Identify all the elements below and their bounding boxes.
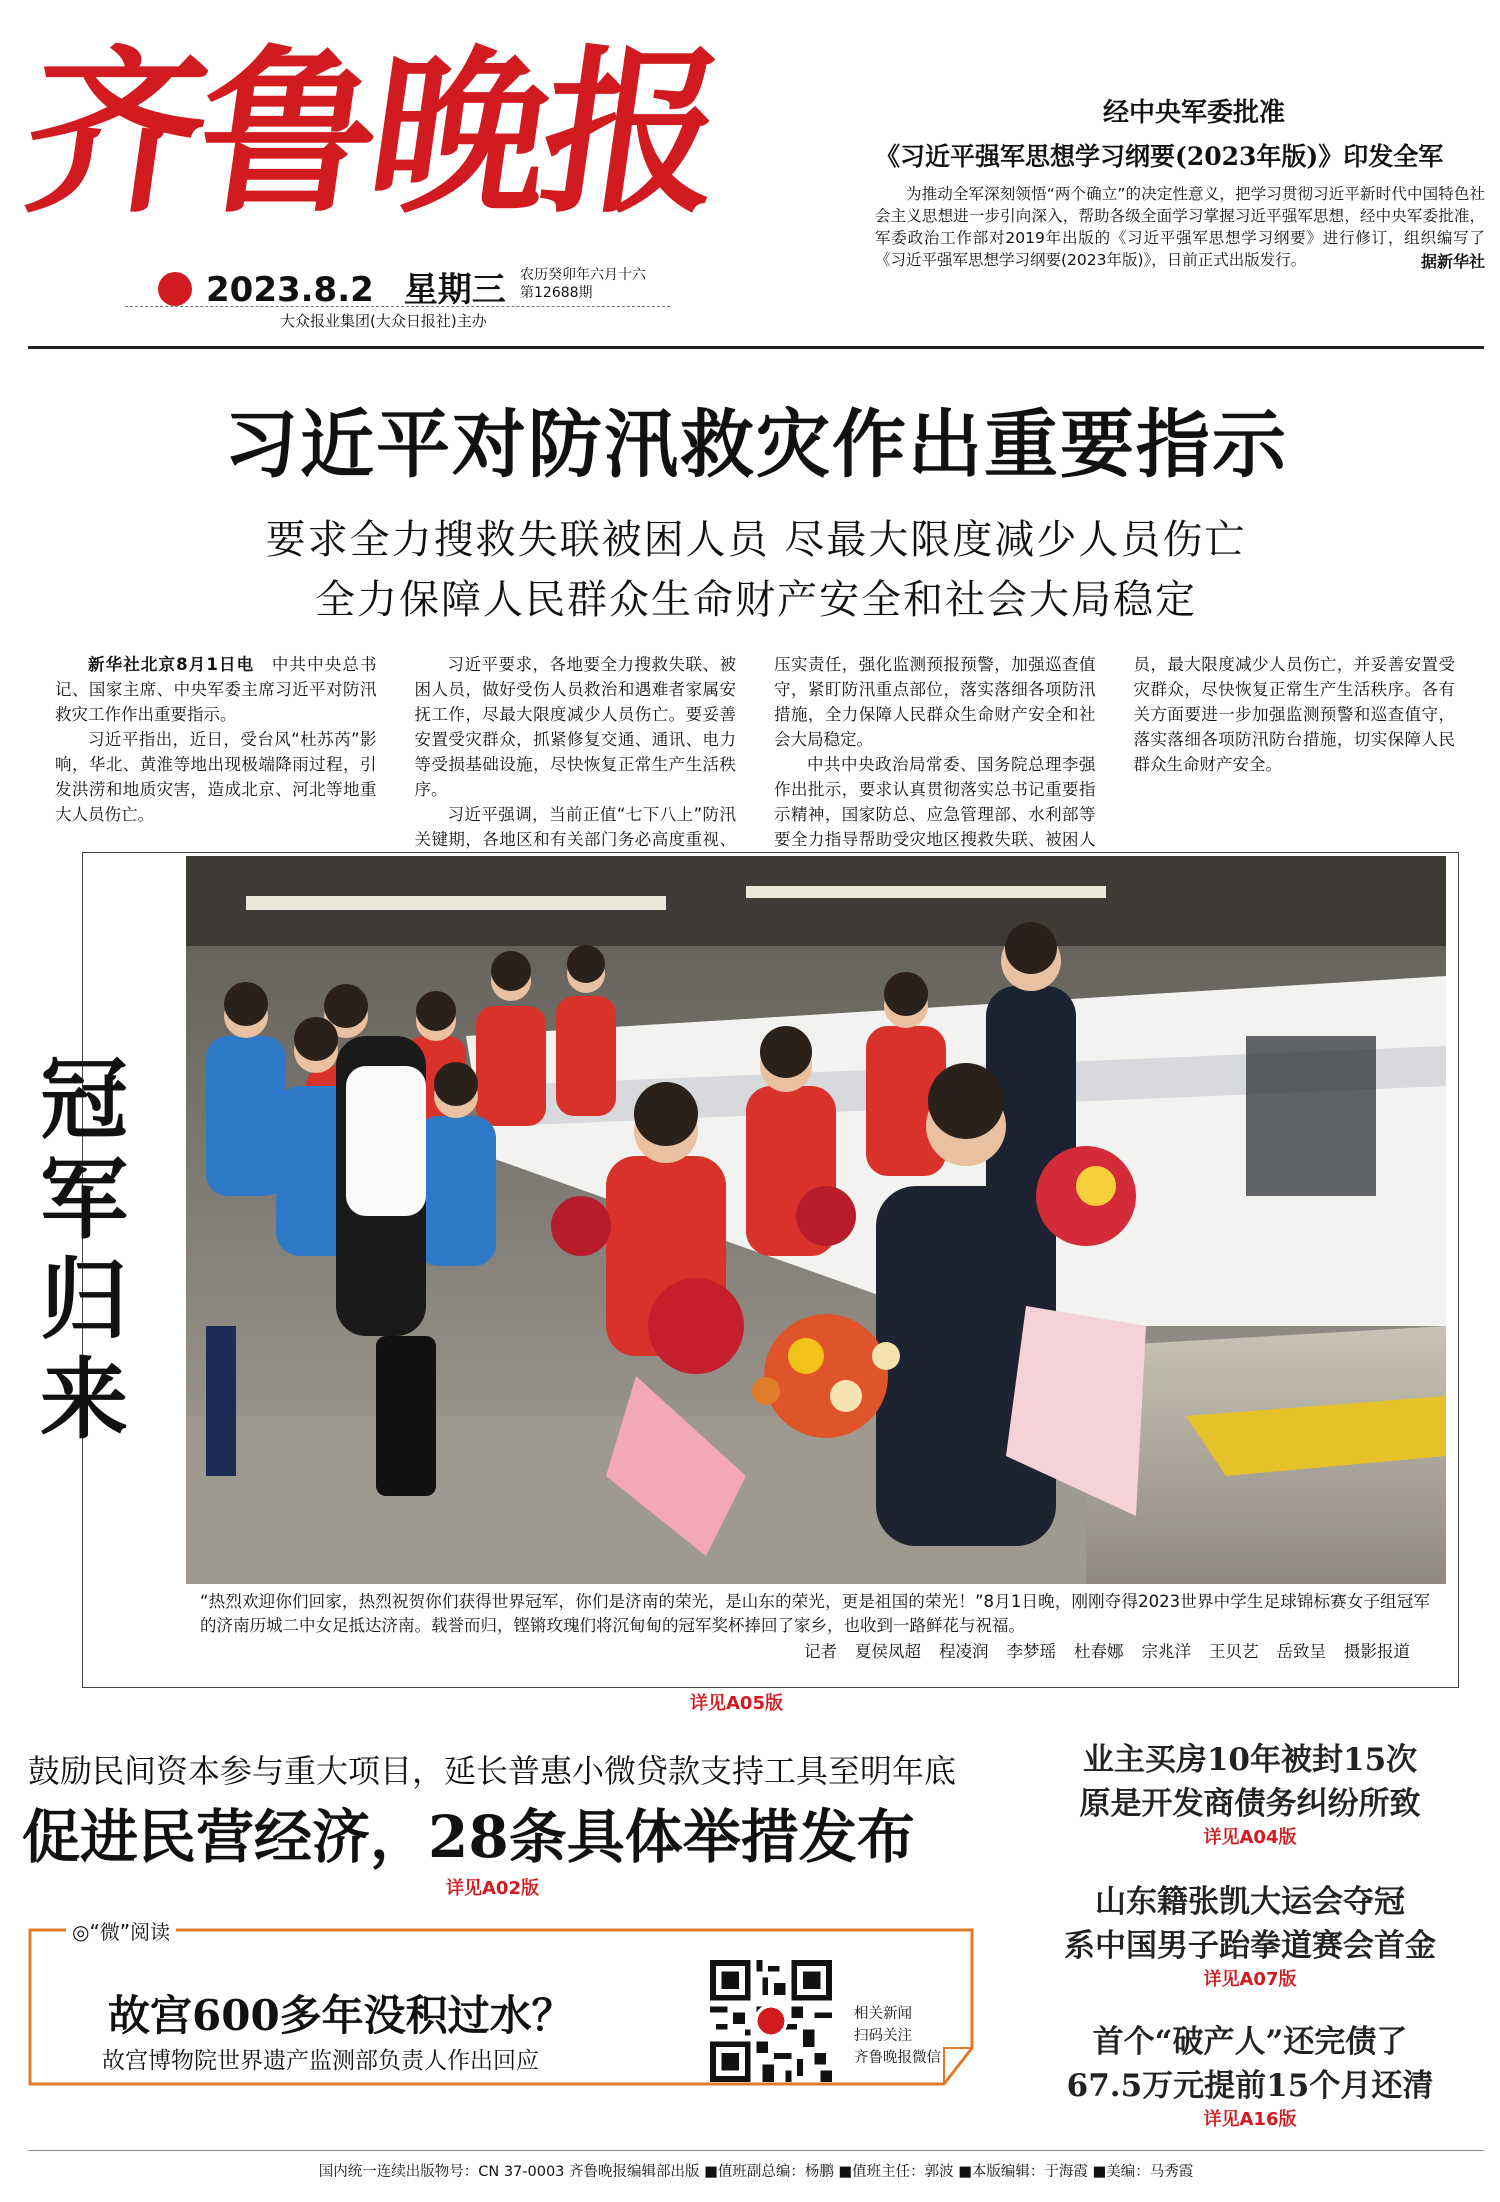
photo-caption: “热烈欢迎你们回家，热烈祝贺你们获得世界冠军，你们是济南的荣光，是山东的荣光，更是祖国的荣光！”8月1日晚，刚刚夺得2023世界中学生足球锦标赛女子组冠军的济南历城二中女足抵达济南。载誉而归，铿锵玫瑰们将沉甸甸的冠军奖杯捧回了家乡，也收到一路鲜花与祝福。 bbox=[200, 1592, 1430, 1635]
economy-deck: 鼓励民间资本参与重大项目，延长普惠小微贷款支持工具至明年底 bbox=[28, 1752, 957, 1790]
see-page-a05-link[interactable]: 详见A05版 bbox=[690, 1693, 783, 1714]
issue-weekday: 星期三 bbox=[403, 270, 506, 310]
story-line: 山东籍张凯大运会夺冠 bbox=[1095, 1884, 1405, 1920]
sun-logo-icon bbox=[158, 272, 192, 306]
article-paragraph: 习近平要求，各地要全力搜救失联、被困人员，做好受伤人员救治和遇难者家属安抚工作，尽最大限度减少人员伤亡。要妥善安置受灾群众，抓紧修复交通、通讯、电力等受损基础设施，尽快恢复正常生产生活秩序。 bbox=[414, 655, 736, 799]
story-taekwondo[interactable] bbox=[1020, 1880, 1480, 1992]
lead-subhead-1: 要求全力搜救失联被困人员 尽最大限度减少人员伤亡 bbox=[265, 517, 1247, 563]
masthead bbox=[13, 8, 848, 248]
article-paragraph: 习近平强调，当前正值“七下八上”防汛关键期，各地区和有关部门务必高度重视、压实责任，强化监测预报预警，加强巡查值守，紧盯防汛重点部位，落实落细各项防汛措施，全力保障人民群众生命财产安全和社会大局稳定。 bbox=[414, 655, 1096, 849]
announcement-headline[interactable]: 《习近平强军思想学习纲要(2023年版)》印发全军 bbox=[875, 142, 1444, 171]
issue-date: 2023.8.2 bbox=[206, 270, 374, 310]
wei-read-subtitle: 故宫博物院世界遗产监测部负责人作出回应 bbox=[102, 2048, 539, 2074]
newspaper-logo: 齐鲁晚报 bbox=[13, 28, 731, 237]
see-page-a02-link[interactable]: 详见A02版 bbox=[446, 1878, 539, 1899]
qr-instructions: 相关新闻 扫码关注 齐鲁晚报微信 bbox=[854, 2006, 941, 2066]
see-page-a04-link[interactable]: 详见A04版 bbox=[1203, 1827, 1297, 1848]
masthead-rule bbox=[28, 346, 1484, 349]
lead-article bbox=[55, 652, 1455, 852]
photo-story-title[interactable]: 冠军归来 bbox=[40, 1048, 129, 1451]
lunar-block bbox=[520, 266, 646, 302]
lead-subhead-2: 全力保障人民群众生命财产安全和社会大局稳定 bbox=[315, 577, 1197, 623]
announcement-body: 为推动全军深刻领悟“两个确立”的决定性意义，把学习贯彻习近平新时代中国特色社会主义思想进一步引向深入，帮助各级全面学习掌握习近平强军思想，经中央军委批准，军委政治工作部对2019年出版的《习近平强军思想学习纲要》进行修订，组织编写了《习近平强军思想学习纲要(2023年版)》，日前正式出版发行。 bbox=[875, 185, 1485, 269]
lead-headline[interactable]: 习近平对防汛救灾作出重要指示 bbox=[224, 402, 1288, 488]
story-line: 首个“破产人”还完债了 bbox=[1092, 2024, 1408, 2060]
masthead-date bbox=[158, 262, 506, 311]
announcement-source: 据新华社 bbox=[1420, 252, 1485, 271]
story-line: 原是开发商债务纠纷所致 bbox=[1079, 1786, 1421, 1822]
lunar-date: 农历癸卯年六月十六 bbox=[520, 267, 646, 283]
see-page-a16-link[interactable]: 详见A16版 bbox=[1203, 2109, 1297, 2130]
wei-read-box bbox=[28, 1920, 974, 2086]
footer-divider bbox=[28, 2150, 1484, 2151]
story-homebuyer[interactable] bbox=[1020, 1738, 1480, 1850]
wei-read-label: ◎“微”阅读 bbox=[66, 1916, 176, 1945]
publisher-line: 大众报业集团(大众日报社)主办 bbox=[280, 312, 487, 330]
see-page-a07-link[interactable]: 详见A07版 bbox=[1203, 1969, 1297, 1990]
photo-credits: 记者 夏侯凤超 程凌润 李梦瑶 杜春娜 宗兆洋 王贝艺 岳致呈 摄影报道 bbox=[804, 1642, 1410, 1661]
issue-number: 第12688期 bbox=[520, 285, 593, 301]
military-announcement bbox=[875, 92, 1485, 272]
dateline: 新华社北京8月1日电 bbox=[88, 655, 255, 674]
photo-illustration bbox=[186, 856, 1446, 1584]
economy-headline[interactable]: 促进民营经济，28条具体举措发布 bbox=[22, 1803, 915, 1871]
qr-code-icon[interactable] bbox=[710, 1960, 832, 2082]
story-bankruptcy[interactable] bbox=[1020, 2020, 1480, 2132]
team-arrival-photo bbox=[186, 856, 1446, 1584]
story-line: 系中国男子跆拳道赛会首金 bbox=[1064, 1928, 1436, 1964]
article-paragraph: 中共中央政治局常委、国务院总理李强作出批示，要求认真贯彻落实总书记重要指示精神，国家防总、应急管理部、水利部等要全力指导帮助受灾地区搜救失联、被困人员，最大限度减少人员伤亡，并妥善安置受灾群众，尽快恢复正常生产生活秩序。各有关方面要进一步加强监测预警和巡查值守，落实落细各项防汛防台措施，切实保障人民群众生命财产安全。 bbox=[774, 655, 1455, 849]
announcement-pre: 经中央军委批准 bbox=[1102, 98, 1285, 128]
article-paragraph: 习近平指出，近日，受台风“杜苏芮”影响，华北、黄淮等地出现极端降雨过程，引发洪涝和地质灾害，造成北京、河北等地重大人员伤亡。 bbox=[55, 730, 377, 824]
story-line: 业主买房10年被封15次 bbox=[1082, 1742, 1418, 1778]
date-divider bbox=[125, 306, 670, 307]
article-paragraph: 新华社北京8月1日电 中共中央总书记、国家主席、中央军委主席习近平对防汛救灾工作作出重要指示。 bbox=[55, 655, 377, 724]
story-line: 67.5万元提前15个月还清 bbox=[1066, 2068, 1434, 2104]
footer-credits: 国内统一连续出版物号：CN 37-0003 齐鲁晚报编辑部出版 ■值班副总编：杨鹏 ■值班主任：郭波 ■本版编辑：于海霞 ■美编：马秀霞 bbox=[318, 2164, 1194, 2180]
wei-read-title[interactable]: 故宫600多年没积过水？ bbox=[108, 1991, 574, 2040]
